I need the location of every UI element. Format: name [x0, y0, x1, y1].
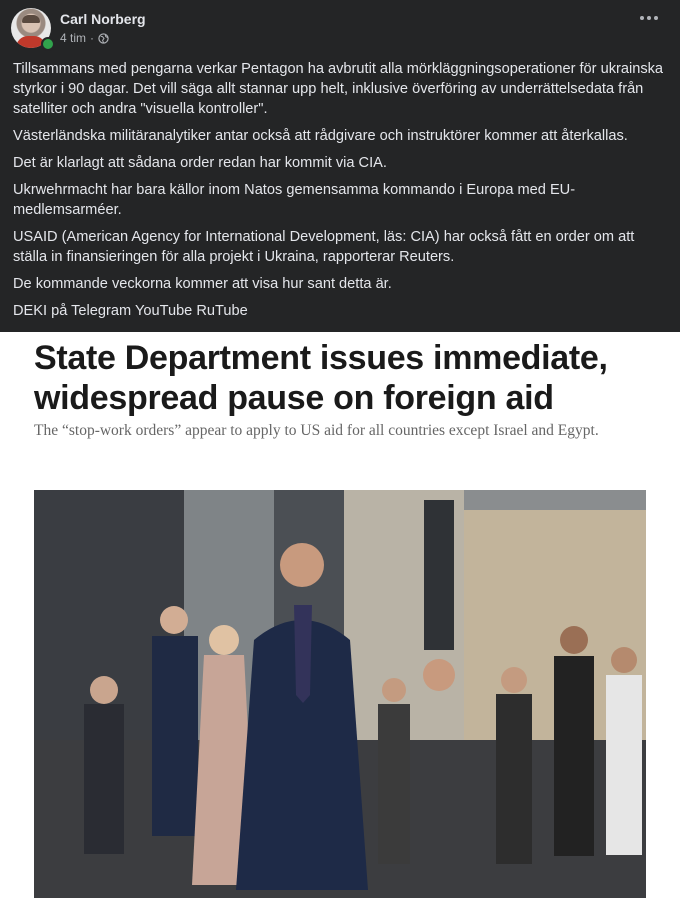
dot-icon [647, 16, 651, 20]
article-headline [34, 338, 664, 418]
post-text [13, 59, 668, 328]
online-status-indicator [41, 37, 55, 51]
more-options-button[interactable] [640, 16, 658, 20]
dot-icon [640, 16, 644, 20]
post-source-links[interactable]: DEKI på Telegram YouTube RuTube [13, 303, 248, 319]
dot-icon [654, 16, 658, 20]
article-subhead: The “stop-work orders” appear to apply to US aid for all countries except Israel and Egypt. [34, 422, 599, 439]
post-image[interactable] [0, 332, 680, 901]
globe-icon[interactable] [98, 33, 109, 44]
post-paragraph: Ukrwehrmacht har bara källor inom Natos gemensamma kommando i Europa med EU-medlemsarméer. [13, 182, 576, 218]
press-photo-illustration [34, 490, 646, 898]
post-time[interactable]: 4 tim [60, 31, 87, 45]
post-meta [60, 31, 109, 45]
meta-separator: · [90, 31, 95, 45]
post-paragraph: Det är klarlagt att sådana order redan har kommit via CIA. [13, 155, 387, 171]
post-paragraph: Tillsammans med pengarna verkar Pentagon ha avbrutit alla mörkläggningsoperationer för ukrainska styrkor i 90 dagar. Det vill säga allt stannar upp helt, inklusive överföring av underrättelsedata från satelliter och andra "visuella kontroller". [13, 61, 664, 117]
headline-line: State Department issues immediate, [34, 339, 608, 377]
post-paragraph: De kommande veckorna kommer att visa hur sant detta är. [13, 276, 392, 292]
author-name[interactable]: Carl Norberg [60, 11, 146, 27]
headline-line: widespread pause on foreign aid [34, 379, 554, 417]
facebook-post [0, 0, 680, 332]
post-paragraph: Västerländska militäranalytiker antar också att rådgivare och instruktörer kommer att återkallas. [13, 128, 628, 144]
article-photo [34, 490, 646, 898]
post-paragraph: USAID (American Agency for International Development, läs: CIA) har också fått en order om att ställa in finansieringen för alla projekt i Ukraina, rapporterar Reuters. [13, 229, 635, 265]
